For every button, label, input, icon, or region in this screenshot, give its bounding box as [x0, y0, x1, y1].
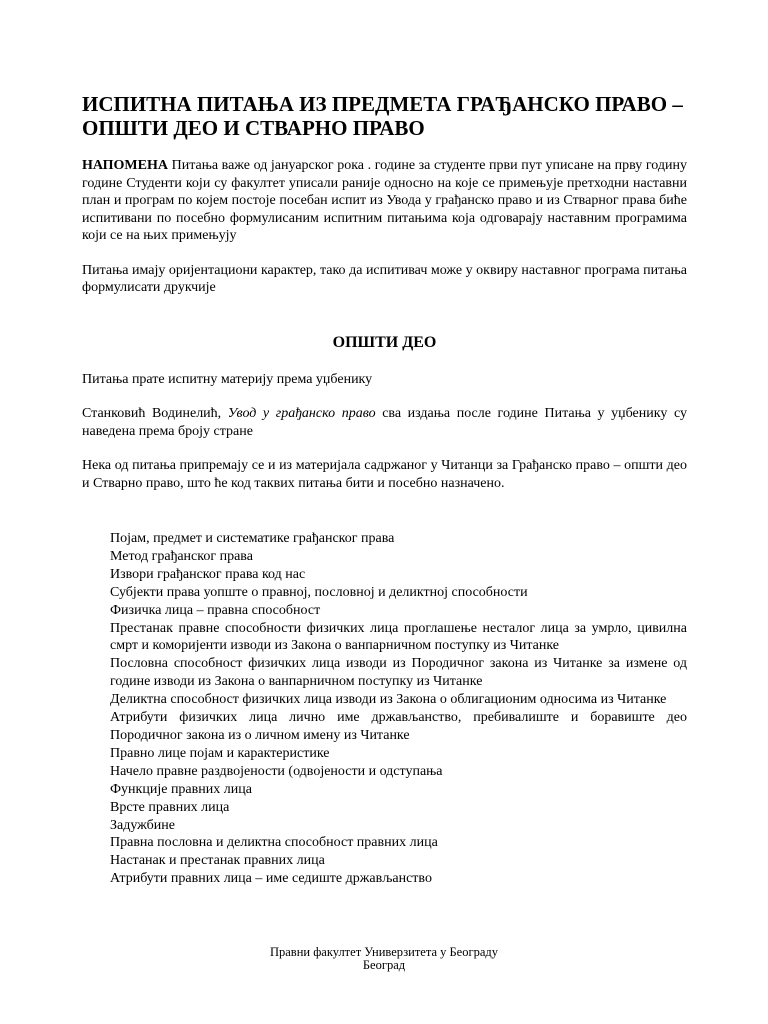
- question-item: Пословна способност физичких лица изводи из Породичног закона из Читанке за измене од године изводи из Закона о ванпарничном поступку из Читанке: [110, 656, 687, 690]
- question-item: Функције правних лица: [110, 781, 252, 797]
- footer-city: Београд: [362, 958, 406, 972]
- question-item: Субјекти права уопште о правној, пословној и деликтној способности: [110, 584, 528, 600]
- section-title: ОПШТИ ДЕО: [332, 333, 437, 351]
- textbook-rest: сва издања после године Питања у уџбенику су наведена према броју стране: [82, 406, 687, 439]
- question-item: Правно лице појам и карактеристике: [110, 745, 330, 761]
- reader-paragraph: Нека од питања припремају се и из материјала садржаног у Читанци за Грађанско право – општи део и Стварно право, што ће код таквих питања бити и посебно назначено.: [82, 458, 687, 491]
- question-item: Метод грађанског права: [110, 548, 253, 564]
- question-item: Врсте правних лица: [110, 799, 230, 815]
- question-item: Атрибути правних лица – име седиште држављанство: [110, 871, 432, 887]
- question-item: Начело правне раздвојености (одвојености и одступања: [110, 763, 443, 779]
- question-item: Физичка лица – правна способност: [110, 602, 321, 618]
- document-page: [82, 92, 687, 888]
- question-item: Престанак правне способности физичких лица проглашење несталог лица за умрло, цивилна смрт и коморијенти изводи из Закона о ванпарничном поступку из Читанке: [110, 620, 687, 654]
- note-label: НАПОМЕНА: [82, 158, 168, 173]
- orientation-paragraph: Питања имају оријентациони карактер, тако да испитивач може у оквиру наставног програма питања формулисати друкчије: [82, 262, 687, 295]
- textbook-authors: Станковић Водинелић,: [82, 406, 228, 421]
- textbook-paragraph: [82, 405, 687, 440]
- textbook-title: Увод у грађанско право: [227, 406, 376, 421]
- question-item: Правна пословна и деликтна способност правних лица: [110, 835, 438, 851]
- page-footer: [0, 946, 768, 972]
- note-paragraph: [82, 157, 687, 245]
- question-item: Настанак и престанак правних лица: [110, 853, 325, 869]
- question-item: Деликтна способност физичких лица изводи из Закона о облигационим односима из Читанке: [110, 692, 667, 708]
- note-text: Питања важе од јануарског рока . године за студенте први пут уписане на прву годину године Студенти који су факултет уписали раније односно на које се примењује претходни наставни план и програм по којем постоје посебан испит из Увода у грађанско право и из Стварног права биће испитивани по посебно формулисаним испитним питањима која одговарају наставним програмима који се на њих примењују: [82, 158, 687, 243]
- follow-paragraph: Питања прате испитну материју према уџбенику: [82, 371, 373, 387]
- footer-institution: Правни факултет Универзитета у Београду: [269, 945, 499, 959]
- question-item: Појам, предмет и систематике грађанског права: [110, 531, 395, 546]
- question-list: [82, 530, 687, 888]
- document-title: ИСПИТНА ПИТАЊА ИЗ ПРЕДМЕТА ГРАЂАНСКО ПРАВО – ОПШТИ ДЕО И СТВАРНО ПРАВО: [82, 92, 683, 140]
- question-item: Извори грађанског права код нас: [110, 566, 306, 582]
- question-item: Атрибути физичких лица лично име држављанство, пребивалиште и боравиште део Породичног закона из о личном имену из Читанке: [110, 710, 687, 743]
- question-item: Задужбине: [110, 817, 175, 833]
